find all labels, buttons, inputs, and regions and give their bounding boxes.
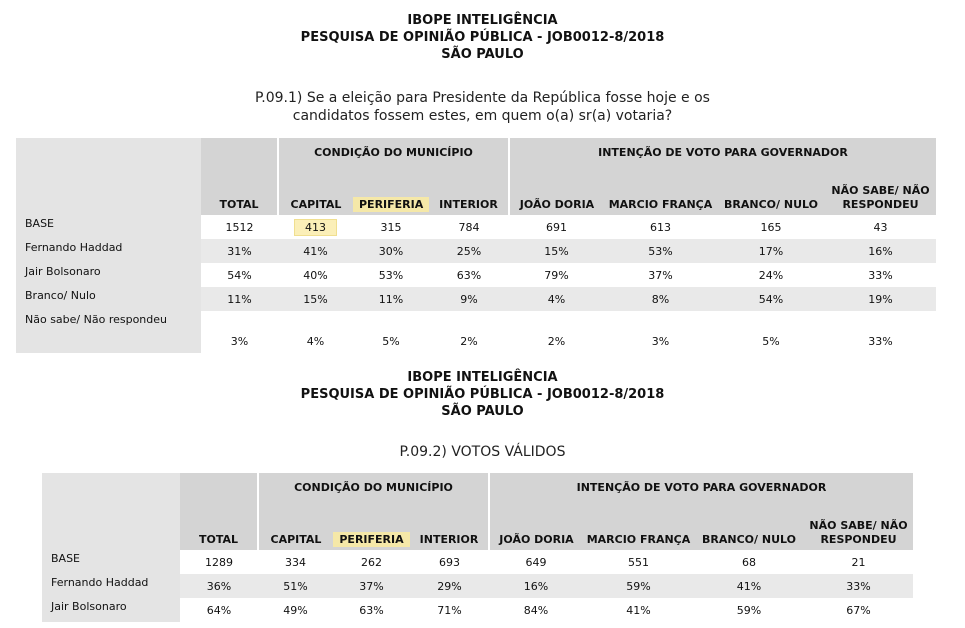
table-cell: 67% — [846, 603, 871, 617]
table-cell: 49% — [283, 603, 308, 617]
company-name-2: IBOPE INTELIGÊNCIA — [407, 370, 558, 385]
table-cell: 2% — [460, 335, 478, 348]
region-name-2: SÃO PAULO — [441, 404, 524, 419]
table-cell: 3% — [651, 335, 670, 348]
periferia-highlight: PERIFERIA — [353, 197, 429, 212]
table-cell: 24% — [758, 268, 784, 282]
group-header-governador: INTENÇÃO DE VOTO PARA GOVERNADOR — [509, 138, 936, 166]
report-header-1 — [0, 12, 965, 63]
table-row — [16, 215, 936, 239]
row-label: Branco/ Nulo — [16, 287, 201, 311]
table-row — [42, 598, 913, 622]
table-cell: 37% — [648, 268, 673, 282]
table-cell: 2% — [547, 335, 566, 348]
table-cell: 11% — [353, 287, 429, 311]
col-header-doria: JOÃO DORIA — [509, 166, 604, 215]
col-header-naosabe-2-line-2: RESPONDEU — [820, 533, 897, 546]
table-cell: 41% — [626, 603, 651, 617]
row-label: Jair Bolsonaro — [42, 598, 180, 622]
row-label-header — [16, 138, 201, 215]
table-cell: 33% — [868, 268, 893, 282]
col-header-total-2: TOTAL — [180, 473, 258, 550]
periferia-highlight-2: PERIFERIA — [333, 532, 409, 547]
col-header-branco-2: BRANCO/ NULO — [694, 501, 804, 550]
col-header-branco: BRANCO/ NULO — [717, 166, 825, 215]
row-label: Fernando Haddad — [42, 574, 180, 598]
results-table-1 — [16, 138, 936, 353]
table-cell: 9% — [429, 287, 509, 311]
group-header-governador-2: INTENÇÃO DE VOTO PARA GOVERNADOR — [489, 473, 913, 501]
table-cell: 11% — [201, 287, 278, 311]
table-cell: 551 — [628, 555, 649, 569]
table-row — [16, 311, 936, 353]
table-cell: 29% — [410, 574, 489, 598]
group-header-municipio: CONDIÇÃO DO MUNICÍPIO — [278, 138, 509, 166]
table-cell: 17% — [717, 239, 825, 263]
col-header-interior: INTERIOR — [429, 166, 509, 215]
table-cell: 79% — [544, 268, 569, 282]
col-header-total: TOTAL — [201, 138, 278, 215]
table-cell: 693 — [439, 555, 460, 569]
table-cell: 8% — [604, 287, 717, 311]
col-header-naosabe-line-1: NÃO SABE/ NÃO — [831, 184, 930, 197]
table-cell: 691 — [546, 220, 567, 234]
table-row — [16, 239, 936, 263]
table-cell: 36% — [180, 574, 258, 598]
table-cell: 4% — [509, 287, 604, 311]
table-cell: 1289 — [205, 555, 233, 569]
survey-title-2: PESQUISA DE OPINIÃO PÚBLICA - JOB0012-8/2018 — [300, 387, 665, 402]
table-cell: 37% — [333, 574, 410, 598]
report-header-2 — [0, 369, 965, 420]
question-2-line-1: P.09.2) VOTOS VÁLIDOS — [399, 444, 566, 460]
table-cell: 31% — [201, 239, 278, 263]
col-header-naosabe — [825, 166, 936, 215]
table-cell: 19% — [825, 287, 936, 311]
row-label: Não sabe/ Não respondeu — [16, 311, 201, 353]
group-header-municipio-2: CONDIÇÃO DO MUNICÍPIO — [258, 473, 489, 501]
table-cell: 59% — [583, 574, 694, 598]
col-header-naosabe-line-2: RESPONDEU — [842, 198, 919, 211]
table-cell: 15% — [278, 287, 353, 311]
col-header-periferia-2 — [333, 501, 410, 550]
col-header-periferia — [353, 166, 429, 215]
company-name: IBOPE INTELIGÊNCIA — [407, 13, 558, 28]
table-cell: 71% — [437, 603, 462, 617]
col-header-capital-2: CAPITAL — [258, 501, 333, 550]
table-cell: 54% — [227, 268, 252, 282]
table-cell: 84% — [523, 603, 549, 617]
table-row — [16, 287, 936, 311]
table-cell: 25% — [429, 239, 509, 263]
table-cell: 1512 — [225, 220, 254, 234]
table-cell: 649 — [525, 555, 547, 569]
question-1-line-1: P.09.1) Se a eleição para Presidente da República fosse hoje e os — [255, 90, 710, 106]
row-label: Fernando Haddad — [16, 239, 201, 263]
table-cell: 63% — [456, 268, 482, 282]
col-header-franca-2: MARCIO FRANÇA — [583, 501, 694, 550]
row-label: Jair Bolsonaro — [16, 263, 201, 287]
question-1-line-2: candidatos fossem estes, em quem o(a) sr(a) votaria? — [292, 108, 673, 124]
highlighted-value: 413 — [294, 219, 337, 236]
table-cell: 4% — [306, 335, 325, 348]
table-cell: 41% — [694, 574, 804, 598]
table-cell: 3% — [230, 335, 249, 348]
table-cell: 784 — [458, 220, 480, 234]
table-cell: 41% — [278, 239, 353, 263]
table-cell: 53% — [604, 239, 717, 263]
table-row — [42, 550, 913, 574]
table-cell: 613 — [650, 220, 671, 234]
table-cell: 16% — [825, 239, 936, 263]
table-cell: 30% — [353, 239, 429, 263]
table-cell: 51% — [258, 574, 333, 598]
region-name: SÃO PAULO — [441, 47, 524, 62]
col-header-capital: CAPITAL — [278, 166, 353, 215]
col-header-naosabe-2 — [804, 501, 913, 550]
table-cell: 262 — [361, 555, 382, 569]
table-cell: 40% — [303, 268, 328, 282]
col-header-interior-2: INTERIOR — [410, 501, 489, 550]
table-row — [16, 263, 936, 287]
table-cell: 5% — [382, 335, 400, 348]
table-cell: 21 — [851, 555, 866, 569]
table-cell: 59% — [736, 603, 762, 617]
table-cell: 63% — [359, 603, 384, 617]
table-cell: 315 — [380, 220, 402, 234]
table-cell: 53% — [378, 268, 404, 282]
col-header-naosabe-2-line-1: NÃO SABE/ NÃO — [809, 519, 908, 532]
row-label-header-2 — [42, 473, 180, 550]
col-header-doria-2: JOÃO DORIA — [489, 501, 583, 550]
table-cell: 16% — [489, 574, 583, 598]
table-cell: 15% — [509, 239, 604, 263]
table-cell: 5% — [762, 335, 780, 348]
survey-title: PESQUISA DE OPINIÃO PÚBLICA - JOB0012-8/2018 — [300, 30, 665, 45]
table-cell: 33% — [804, 574, 913, 598]
table-cell: 68 — [742, 555, 756, 569]
question-1 — [200, 89, 765, 125]
table-cell: 64% — [206, 603, 232, 617]
table-cell: 54% — [717, 287, 825, 311]
table-cell: 33% — [868, 335, 893, 348]
table-cell: 165 — [760, 220, 782, 234]
row-label: BASE — [42, 550, 180, 574]
table-cell: 43 — [873, 220, 888, 234]
table-cell: 334 — [285, 555, 306, 569]
table-cell — [278, 215, 353, 239]
row-label: BASE — [16, 215, 201, 239]
col-header-franca: MARCIO FRANÇA — [604, 166, 717, 215]
table-row — [42, 574, 913, 598]
question-2 — [300, 443, 665, 461]
results-table-2 — [42, 473, 913, 622]
